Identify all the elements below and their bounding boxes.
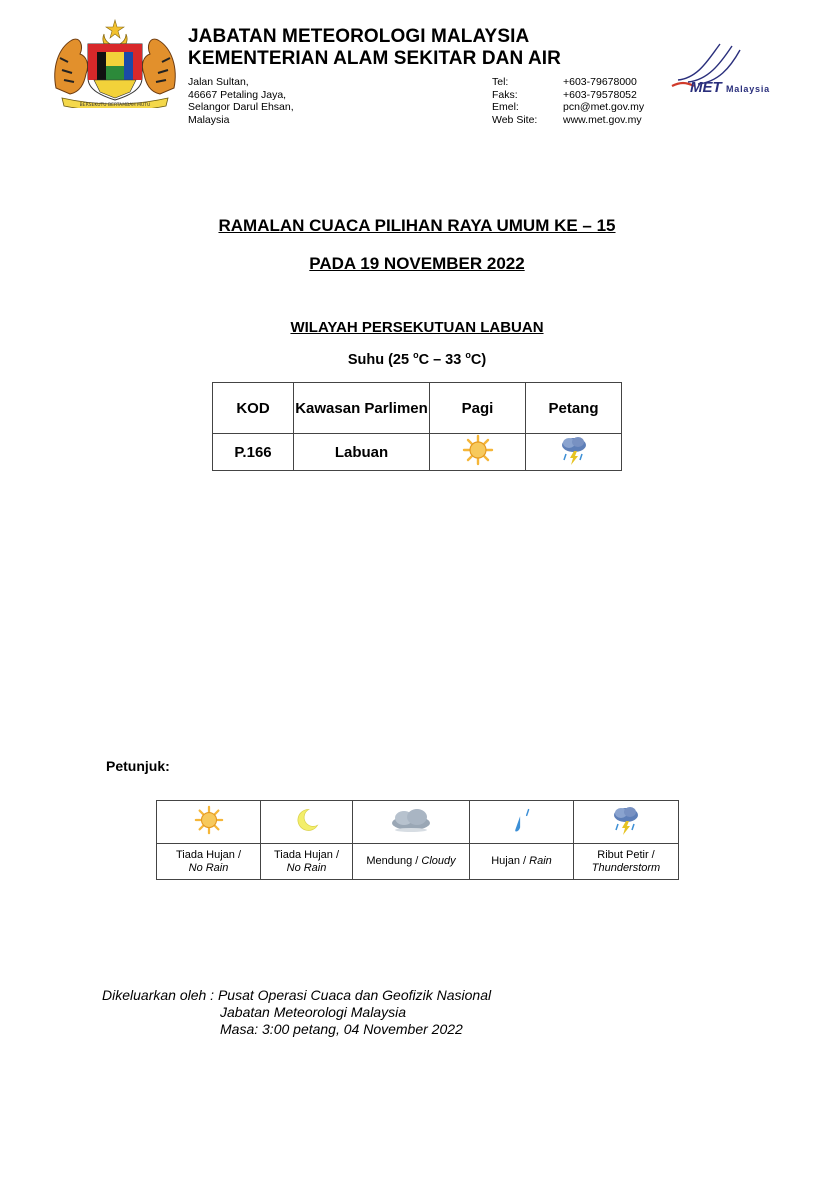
legend-label [470, 844, 574, 880]
header-kod: KOD [213, 383, 294, 434]
address-line: 46667 Petaling Jaya, [188, 88, 287, 101]
sun-icon [462, 434, 494, 466]
legend-label [353, 844, 470, 880]
legend-label-row [157, 844, 679, 880]
temp-prefix: Suhu (25 [347, 351, 414, 368]
issuer-agency: Jabatan Meteorologi Malaysia [220, 1004, 406, 1020]
website-link[interactable]: www.met.gov.my [563, 113, 642, 126]
legend-label-en: Thunderstorm [591, 861, 661, 874]
legend-label [261, 844, 353, 880]
email-link[interactable]: pcn@met.gov.my [563, 101, 645, 113]
header-kawasan: Kawasan Parlimen [294, 383, 430, 434]
rain-icon [507, 805, 537, 835]
contact-labels [492, 76, 537, 126]
legend-cell [157, 801, 261, 844]
temperature-range [0, 350, 820, 368]
sun-icon [194, 805, 224, 835]
met-malaysia-logo [668, 40, 788, 100]
legend-label [157, 844, 261, 880]
temp-mid: C – 33 [418, 351, 466, 368]
cell-petang [526, 434, 622, 471]
degree-symbol: o [465, 350, 471, 360]
fax-label: Faks: [492, 88, 518, 101]
legend-icon-row [157, 801, 679, 844]
issue-time: Masa: 3:00 petang, 04 November 2022 [220, 1021, 463, 1037]
moon-icon [293, 806, 321, 834]
legend-table [156, 800, 679, 880]
tel-label: Tel: [492, 76, 509, 88]
document-title: RAMALAN CUACA PILIHAN RAYA UMUM KE – 15 [218, 216, 616, 235]
address-line: Jalan Sultan, [188, 76, 249, 88]
crest-banner-text: BERSEKUTU BERTAMBAH MUTU [79, 103, 151, 108]
document-date-title: PADA 19 NOVEMBER 2022 [309, 254, 525, 273]
legend-cell [353, 801, 470, 844]
legend-label-ms: Mendung / [366, 855, 422, 867]
cell-pagi [430, 434, 526, 471]
temp-suffix: C) [470, 351, 487, 368]
legend-cell [470, 801, 574, 844]
cloud-icon [388, 805, 434, 835]
contact-values [563, 76, 644, 126]
issued-by-line: Dikeluarkan oleh : Pusat Operasi Cuaca dan Geofizik Nasional [102, 987, 492, 1003]
table-header-row [213, 383, 622, 434]
legend-label-en: No Rain [286, 861, 327, 874]
legend-label-ms: Hujan / [491, 855, 530, 867]
legend-label-ms: Tiada Hujan / [273, 848, 340, 861]
address-line: Selangor Darul Ehsan, [188, 101, 294, 113]
legend-title: Petunjuk: [106, 758, 170, 774]
organization-line-1: JABATAN METEOROLOGI MALAYSIA [188, 26, 530, 47]
legend-label-ms: Ribut Petir / [597, 848, 655, 861]
legend-cell [261, 801, 353, 844]
degree-symbol: o [413, 350, 419, 360]
forecast-table [212, 382, 622, 471]
cell-kod: P.166 [213, 434, 294, 471]
organization-name [188, 26, 561, 70]
address-line: Malaysia [188, 113, 230, 126]
met-logo-sub: Malaysia [726, 84, 770, 94]
legend-label-ms: Tiada Hujan / [175, 848, 242, 861]
header-pagi: Pagi [430, 383, 526, 434]
header-petang: Petang [526, 383, 622, 434]
legend-label [574, 844, 679, 880]
tel-value: +603-79678000 [563, 76, 637, 88]
thunderstorm-icon [610, 804, 642, 836]
legend-label-en: Rain [529, 855, 552, 867]
address-block [188, 76, 294, 126]
email-label: Emel: [492, 101, 519, 113]
cell-kawasan: Labuan [294, 434, 430, 471]
fax-value: +603-79578052 [563, 88, 637, 101]
legend-cell [574, 801, 679, 844]
organization-line-2: KEMENTERIAN ALAM SEKITAR DAN AIR [188, 48, 561, 69]
thunderstorm-icon [558, 434, 590, 466]
region-heading: WILAYAH PERSEKUTUAN LABUAN [290, 319, 544, 336]
legend-label-en: No Rain [188, 861, 229, 874]
issued-by-block [102, 987, 491, 1038]
coat-of-arms-logo [50, 18, 180, 108]
table-row [213, 434, 622, 471]
met-logo-main: MET [690, 79, 722, 96]
website-label: Web Site: [492, 113, 538, 126]
legend-label-en: Cloudy [421, 855, 456, 867]
